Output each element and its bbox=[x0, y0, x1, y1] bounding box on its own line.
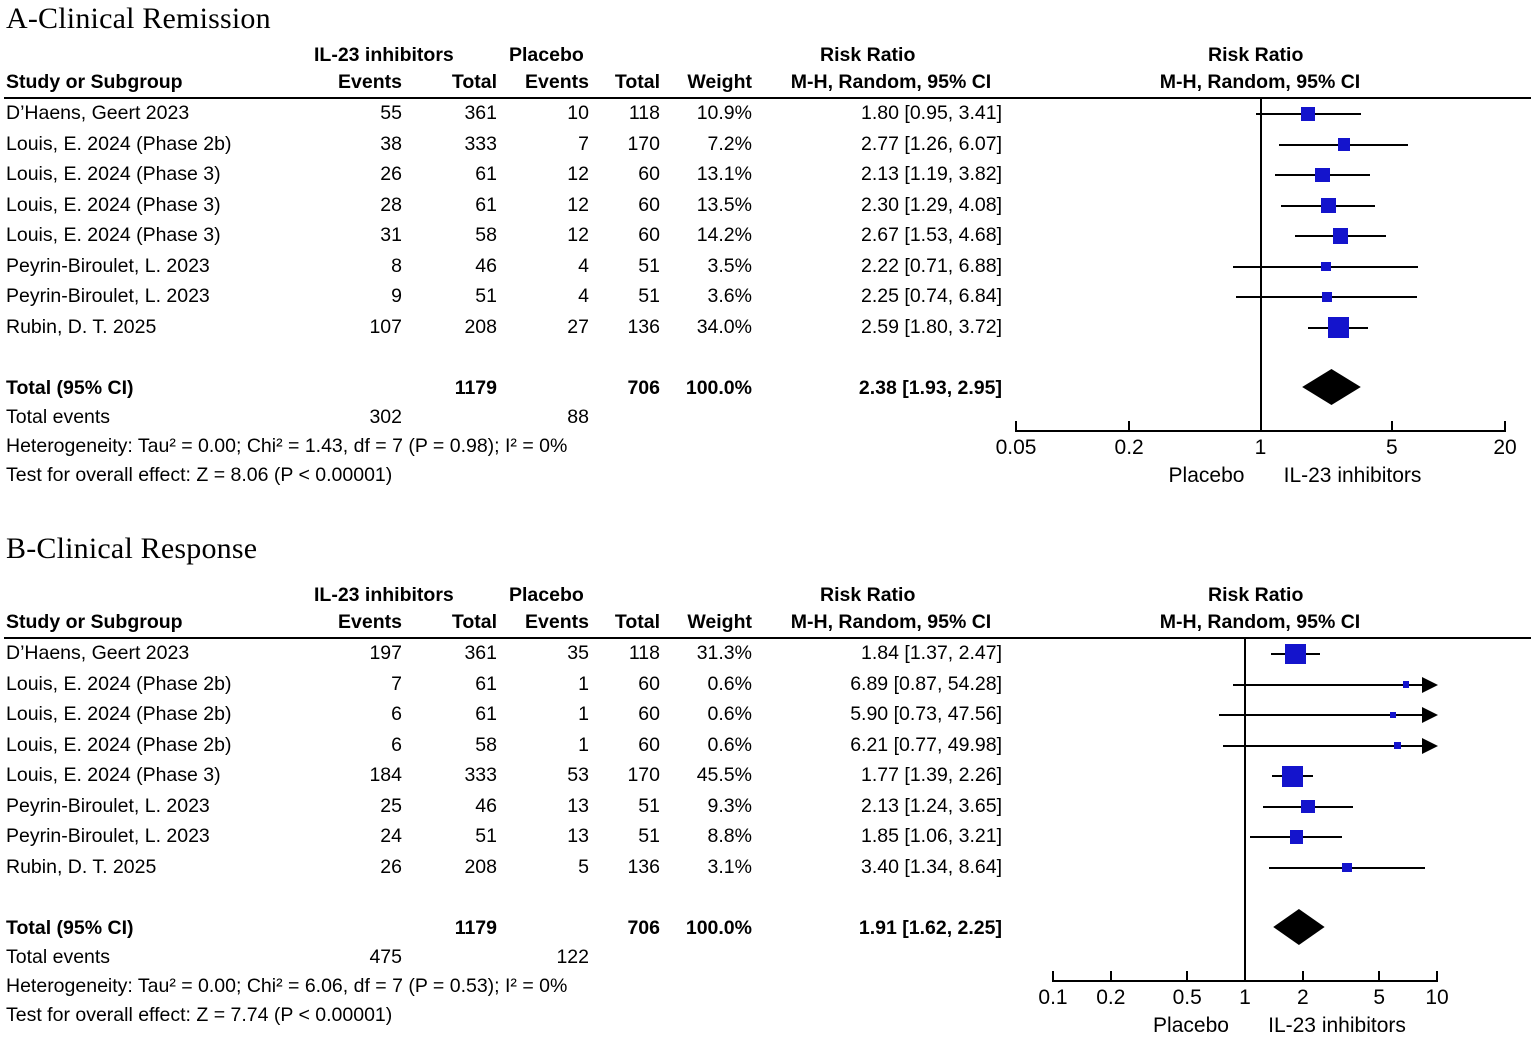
cell-t-total: 208 bbox=[464, 855, 497, 878]
table-row: Peyrin-Biroulet, L. 2023 bbox=[6, 285, 210, 307]
cell-c-events: 35 bbox=[567, 642, 589, 664]
column-header-treatment-total: Total bbox=[451, 611, 497, 633]
effect-marker bbox=[1328, 317, 1349, 338]
cell-c-total: 60 bbox=[638, 163, 660, 185]
axis-label-right: IL-23 inhibitors bbox=[1268, 1014, 1406, 1037]
effect-marker bbox=[1282, 766, 1303, 787]
cell-weight: 0.6% bbox=[707, 703, 752, 725]
axis-tick-label: 1 bbox=[1239, 986, 1251, 1009]
cell-risk-ratio: 6.21 [0.77, 49.98] bbox=[850, 733, 1002, 756]
pooled-effect-diamond bbox=[1273, 909, 1324, 945]
cell-risk-ratio: 1.77 [1.39, 2.26] bbox=[861, 764, 1002, 786]
column-header-risk-ratio: M-H, Random, 95% CI bbox=[790, 611, 992, 633]
total-label: Total (95% CI) bbox=[6, 917, 134, 939]
axis-tick bbox=[1391, 421, 1393, 432]
axis-label-left: Placebo bbox=[1153, 1014, 1229, 1037]
cell-c-events: 13 bbox=[567, 825, 589, 847]
axis-tick bbox=[1378, 971, 1380, 982]
cell-risk-ratio: 1.80 [0.95, 3.41] bbox=[861, 102, 1002, 124]
cell-c-events: 12 bbox=[567, 224, 589, 246]
cell-c-total: 136 bbox=[627, 855, 660, 878]
total-weight: 100.0% bbox=[685, 917, 752, 939]
cell-t-events: 38 bbox=[380, 132, 402, 155]
cell-weight: 0.6% bbox=[707, 672, 752, 695]
cell-c-events: 1 bbox=[578, 733, 589, 756]
effect-marker bbox=[1301, 800, 1314, 813]
effect-marker bbox=[1321, 198, 1336, 213]
axis-tick bbox=[1052, 971, 1054, 982]
total-events-label: Total events bbox=[6, 946, 111, 968]
effect-marker bbox=[1403, 681, 1410, 688]
cell-c-events: 1 bbox=[578, 703, 589, 725]
total-events-control: 88 bbox=[567, 406, 589, 428]
cell-c-total: 51 bbox=[638, 825, 660, 847]
axis-tick-label: 0.2 bbox=[1114, 436, 1144, 459]
total-events-treatment: 302 bbox=[369, 406, 402, 428]
cell-weight: 34.0% bbox=[696, 315, 752, 338]
group-header-control: Placebo bbox=[509, 584, 584, 606]
cell-weight: 13.1% bbox=[696, 163, 752, 185]
cell-weight: 7.2% bbox=[707, 132, 752, 155]
group-header-plot: Risk Ratio bbox=[1208, 584, 1304, 606]
null-effect-line bbox=[1244, 637, 1246, 980]
cell-weight: 14.2% bbox=[696, 224, 752, 246]
total-risk-ratio: 2.38 [1.93, 2.95] bbox=[858, 377, 1002, 399]
total-events-treatment: 475 bbox=[369, 946, 402, 968]
cell-c-events: 7 bbox=[578, 132, 589, 155]
cell-weight: 3.1% bbox=[707, 855, 752, 878]
cell-c-events: 53 bbox=[567, 764, 589, 786]
cell-weight: 8.8% bbox=[707, 825, 752, 847]
column-header-treatment-events: Events bbox=[338, 611, 402, 633]
cell-t-total: 61 bbox=[475, 193, 497, 216]
table-row: Louis, E. 2024 (Phase 2b) bbox=[6, 733, 232, 756]
table-row: Peyrin-Biroulet, L. 2023 bbox=[6, 254, 210, 277]
axis-tick-label: 0.2 bbox=[1096, 986, 1126, 1009]
table-row: D’Haens, Geert 2023 bbox=[6, 102, 190, 124]
cell-t-total: 361 bbox=[464, 102, 497, 124]
confidence-interval-line bbox=[1233, 684, 1423, 686]
axis-tick bbox=[1260, 421, 1262, 432]
table-row: Louis, E. 2024 (Phase 3) bbox=[6, 764, 221, 786]
cell-t-total: 61 bbox=[475, 672, 497, 695]
table-row: Louis, E. 2024 (Phase 2b) bbox=[6, 703, 232, 725]
effect-marker bbox=[1333, 228, 1348, 243]
table-header-rule bbox=[4, 97, 1531, 99]
effect-marker bbox=[1390, 712, 1397, 719]
cell-t-events: 6 bbox=[391, 703, 402, 725]
cell-t-events: 6 bbox=[391, 733, 402, 756]
axis-tick bbox=[1186, 971, 1188, 982]
cell-weight: 3.6% bbox=[707, 285, 752, 307]
total-events-control: 122 bbox=[556, 946, 589, 968]
cell-c-total: 51 bbox=[638, 285, 660, 307]
pooled-effect-diamond bbox=[1302, 369, 1361, 405]
axis-tick-label: 1 bbox=[1254, 436, 1267, 459]
cell-c-total: 170 bbox=[627, 132, 660, 155]
cell-t-events: 9 bbox=[391, 285, 402, 307]
cell-c-events: 4 bbox=[578, 285, 589, 307]
cell-t-total: 208 bbox=[464, 315, 497, 338]
axis-tick bbox=[1244, 971, 1246, 982]
cell-t-events: 26 bbox=[380, 163, 402, 185]
cell-c-events: 27 bbox=[567, 315, 589, 338]
cell-risk-ratio: 2.25 [0.74, 6.84] bbox=[861, 285, 1002, 307]
cell-risk-ratio: 2.59 [1.80, 3.72] bbox=[861, 315, 1002, 338]
effect-marker bbox=[1290, 830, 1303, 843]
group-header-effect: Risk Ratio bbox=[820, 44, 916, 66]
cell-t-events: 197 bbox=[369, 642, 402, 664]
column-header-weight: Weight bbox=[687, 611, 752, 633]
cell-c-total: 118 bbox=[628, 642, 660, 664]
cell-weight: 9.3% bbox=[707, 794, 752, 817]
total-weight: 100.0% bbox=[685, 377, 752, 399]
cell-t-events: 55 bbox=[380, 102, 402, 124]
heterogeneity-text: Heterogeneity: Tau² = 0.00; Chi² = 1.43, df = 7 (P = 0.98); I² = 0% bbox=[6, 435, 568, 457]
cell-t-events: 8 bbox=[391, 254, 402, 277]
effect-marker bbox=[1285, 644, 1306, 665]
cell-c-total: 60 bbox=[638, 672, 660, 695]
cell-c-total: 51 bbox=[638, 794, 660, 817]
axis-tick-label: 5 bbox=[1386, 436, 1398, 459]
axis-tick-label: 5 bbox=[1373, 986, 1386, 1009]
ci-arrow-icon bbox=[1422, 707, 1438, 723]
total-risk-ratio: 1.91 [1.62, 2.25] bbox=[858, 917, 1002, 939]
effect-marker bbox=[1342, 863, 1352, 873]
cell-t-total: 51 bbox=[475, 825, 497, 847]
cell-c-total: 60 bbox=[638, 703, 660, 725]
cell-c-events: 5 bbox=[578, 855, 589, 878]
total-control-total: 706 bbox=[627, 377, 660, 399]
cell-t-total: 58 bbox=[475, 224, 497, 246]
table-row: Peyrin-Biroulet, L. 2023 bbox=[6, 794, 210, 817]
column-header-control-total: Total bbox=[614, 71, 660, 93]
cell-t-events: 31 bbox=[380, 224, 402, 246]
cell-c-events: 12 bbox=[567, 193, 589, 216]
cell-risk-ratio: 2.13 [1.24, 3.65] bbox=[861, 794, 1002, 817]
group-header-effect: Risk Ratio bbox=[820, 584, 916, 606]
cell-t-events: 7 bbox=[391, 672, 402, 695]
axis-tick-label: 2 bbox=[1296, 986, 1309, 1009]
axis-tick bbox=[1504, 421, 1506, 432]
total-events-label: Total events bbox=[6, 406, 111, 428]
cell-t-total: 46 bbox=[475, 254, 497, 277]
ci-arrow-icon bbox=[1422, 677, 1438, 693]
axis-tick bbox=[1436, 971, 1438, 982]
cell-t-events: 184 bbox=[369, 764, 402, 786]
cell-weight: 3.5% bbox=[707, 254, 752, 277]
cell-risk-ratio: 3.40 [1.34, 8.64] bbox=[861, 855, 1002, 878]
column-header-treatment-events: Events bbox=[338, 71, 402, 93]
table-row: Louis, E. 2024 (Phase 3) bbox=[6, 163, 221, 185]
effect-marker bbox=[1315, 168, 1330, 183]
group-header-plot: Risk Ratio bbox=[1208, 44, 1304, 66]
axis-tick bbox=[1302, 971, 1304, 982]
cell-c-total: 60 bbox=[638, 733, 660, 756]
cell-risk-ratio: 2.30 [1.29, 4.08] bbox=[861, 193, 1002, 216]
column-header-study: Study or Subgroup bbox=[6, 611, 183, 633]
cell-t-events: 107 bbox=[369, 315, 402, 338]
total-treatment-total: 1179 bbox=[454, 377, 497, 399]
cell-t-events: 26 bbox=[380, 855, 402, 878]
axis-label-left: Placebo bbox=[1168, 464, 1245, 487]
panel-title: A-Clinical Remission bbox=[6, 2, 271, 35]
table-row: Louis, E. 2024 (Phase 2b) bbox=[6, 672, 232, 695]
axis-tick-label: 10 bbox=[1425, 986, 1449, 1009]
column-header-weight: Weight bbox=[687, 71, 752, 93]
overall-effect-text: Test for overall effect: Z = 8.06 (P < 0.00001) bbox=[6, 464, 393, 486]
cell-c-events: 4 bbox=[578, 254, 589, 277]
cell-c-events: 13 bbox=[567, 794, 589, 817]
axis-tick bbox=[1128, 421, 1130, 432]
total-treatment-total: 1179 bbox=[454, 917, 497, 939]
axis-label-right: IL-23 inhibitors bbox=[1283, 464, 1422, 487]
cell-risk-ratio: 2.22 [0.71, 6.88] bbox=[861, 254, 1002, 277]
axis-tick-label: 20 bbox=[1493, 436, 1517, 459]
cell-weight: 0.6% bbox=[707, 733, 752, 756]
cell-weight: 31.3% bbox=[696, 642, 752, 664]
table-row: Rubin, D. T. 2025 bbox=[6, 855, 157, 878]
cell-c-total: 136 bbox=[627, 315, 660, 338]
column-header-treatment-total: Total bbox=[451, 71, 497, 93]
total-label: Total (95% CI) bbox=[6, 377, 134, 399]
cell-t-total: 61 bbox=[475, 703, 497, 725]
total-control-total: 706 bbox=[627, 917, 660, 939]
axis-tick bbox=[1015, 421, 1017, 432]
effect-marker bbox=[1322, 292, 1332, 302]
cell-t-total: 333 bbox=[464, 132, 497, 155]
cell-t-total: 333 bbox=[464, 764, 497, 786]
cell-t-events: 24 bbox=[380, 825, 402, 847]
cell-c-total: 60 bbox=[638, 193, 660, 216]
panel-title: B-Clinical Response bbox=[6, 532, 258, 565]
cell-c-events: 12 bbox=[567, 163, 589, 185]
column-header-study: Study or Subgroup bbox=[6, 71, 183, 93]
effect-marker bbox=[1301, 107, 1315, 121]
group-header-treatment: IL-23 inhibitors bbox=[314, 44, 454, 66]
cell-c-total: 170 bbox=[627, 764, 660, 786]
column-header-control-total: Total bbox=[614, 611, 660, 633]
effect-marker bbox=[1321, 262, 1331, 272]
cell-risk-ratio: 1.85 [1.06, 3.21] bbox=[861, 825, 1002, 847]
effect-marker bbox=[1394, 742, 1401, 749]
effect-marker bbox=[1338, 138, 1350, 150]
cell-weight: 13.5% bbox=[696, 193, 752, 216]
cell-t-total: 361 bbox=[464, 642, 497, 664]
group-header-control: Placebo bbox=[509, 44, 584, 66]
cell-t-total: 58 bbox=[475, 733, 497, 756]
table-row: D’Haens, Geert 2023 bbox=[6, 642, 190, 664]
cell-t-events: 28 bbox=[380, 193, 402, 216]
plot-subheader: M-H, Random, 95% CI bbox=[1159, 611, 1361, 633]
table-header-rule bbox=[4, 637, 1531, 639]
cell-risk-ratio: 2.67 [1.53, 4.68] bbox=[861, 224, 1002, 246]
cell-c-events: 10 bbox=[567, 102, 589, 124]
cell-c-total: 118 bbox=[628, 102, 660, 124]
column-header-control-events: Events bbox=[525, 71, 589, 93]
heterogeneity-text: Heterogeneity: Tau² = 0.00; Chi² = 6.06, df = 7 (P = 0.53); I² = 0% bbox=[6, 975, 568, 997]
axis-tick bbox=[1110, 971, 1112, 982]
cell-weight: 45.5% bbox=[696, 764, 752, 786]
cell-risk-ratio: 1.84 [1.37, 2.47] bbox=[861, 642, 1002, 664]
overall-effect-text: Test for overall effect: Z = 7.74 (P < 0.00001) bbox=[6, 1004, 393, 1026]
table-row: Louis, E. 2024 (Phase 3) bbox=[6, 193, 221, 216]
cell-c-total: 60 bbox=[638, 224, 660, 246]
cell-c-total: 51 bbox=[638, 254, 660, 277]
cell-weight: 10.9% bbox=[696, 102, 752, 124]
cell-t-total: 46 bbox=[475, 794, 497, 817]
column-header-control-events: Events bbox=[525, 611, 589, 633]
cell-risk-ratio: 6.89 [0.87, 54.28] bbox=[850, 672, 1002, 695]
cell-risk-ratio: 2.13 [1.19, 3.82] bbox=[861, 163, 1002, 185]
column-header-risk-ratio: M-H, Random, 95% CI bbox=[790, 71, 992, 93]
group-header-treatment: IL-23 inhibitors bbox=[314, 584, 454, 606]
axis-tick-label: 0.5 bbox=[1172, 986, 1202, 1009]
null-effect-line bbox=[1260, 97, 1262, 430]
plot-subheader: M-H, Random, 95% CI bbox=[1159, 71, 1361, 93]
cell-c-events: 1 bbox=[578, 672, 589, 695]
ci-arrow-icon bbox=[1422, 738, 1438, 754]
table-row: Louis, E. 2024 (Phase 3) bbox=[6, 224, 221, 246]
table-row: Peyrin-Biroulet, L. 2023 bbox=[6, 825, 210, 847]
axis-tick-label: 0.1 bbox=[1038, 986, 1068, 1009]
cell-t-total: 61 bbox=[475, 163, 497, 185]
cell-risk-ratio: 2.77 [1.26, 6.07] bbox=[861, 132, 1002, 155]
axis-tick-label: 0.05 bbox=[995, 436, 1037, 459]
cell-t-events: 25 bbox=[380, 794, 402, 817]
cell-t-total: 51 bbox=[475, 285, 497, 307]
table-row: Rubin, D. T. 2025 bbox=[6, 315, 157, 338]
table-row: Louis, E. 2024 (Phase 2b) bbox=[6, 132, 232, 155]
cell-risk-ratio: 5.90 [0.73, 47.56] bbox=[850, 703, 1002, 725]
